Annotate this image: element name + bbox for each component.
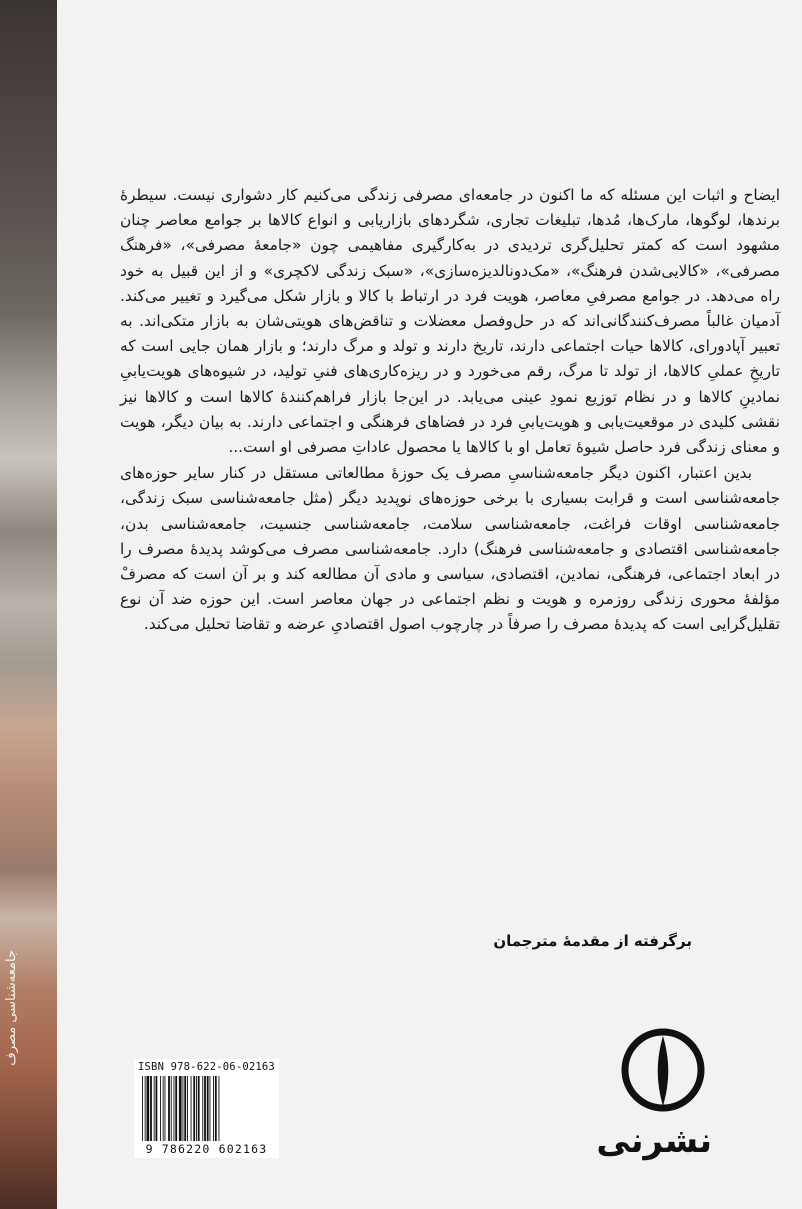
blurb-paragraph-1: ایضاح و اثبات این مسئله که ما اکنون در جامعه‌ای مصرفی زندگی می‌کنیم کار دشواری نیست. سیطرهٔ برندها، لوگوها، مارک‌ها، مُدها، تبلیغات تجاری، شگردهای بازاریابی و انواع کالاها بر جوامع معاصر چنان مشهود است که کمتر تحلیل‌گری تردیدی در به‌کارگیری مفاهیمی چون «جامعهٔ مصرفی»، «فرهنگ مصرفی»، «کالایی‌شدن فرهنگ»، «مک‌دونالدیزه‌سازی»، «سبک زندگی لاکچری» و از این قبیل به خود راه می‌دهد. در جوامع مصرفیِ معاصر، هویت فرد در ارتباط با کالا و بازار شکل می‌گیرد و تغییر می‌کند. آدمیان غالباً مصرف‌کنندگانی‌اند که در حل‌وفصل معضلات و تناقض‌های هویتی‌شان به بازار متکی‌اند. به تعبیر آپادورای، کالاها حیات اجتماعی دارند، تاریخ دارند و تولد و مرگ دارند؛ و بازار همان جایی است که تاریخِ عملیِ کالاها، از تولد تا مرگ، رقم می‌خورد و در ریزه‌کاری‌های فنیِ تولید، در شیوه‌های هویت‌یابیِ نمادینِ کالاها و در نظام توزیع نمودِ عینی می‌یابد. در این‌جا بازار فراهم‌کنندهٔ کالاها است و کالاها نیز نقشی کلیدی در موقعیت‌یابی و هویت‌یابیِ فرد در فضاهای فرهنگی و اجتماعی دارند. به بیان دیگر، هویت و معنای زندگی فرد حاصل شیوهٔ تعامل او با کالاها یا محصول عاداتِ مصرفی او است... xyxy=(120,186,780,457)
isbn-digits: 9 786220 602163 xyxy=(145,1142,268,1156)
barcode-bars xyxy=(140,1076,274,1141)
spine-photo-strip xyxy=(0,0,57,1209)
blurb-paragraph-2: بدین اعتبار، اکنون دیگر جامعه‌شناسیِ مصرف یک حوزهٔ مطالعاتی مستقل در کنار سایر حوزه‌های جامعه‌شناسی است و قرابت بسیاری با برخی حوزه‌های نوپدید دیگر (مثل جامعه‌شناسی سبک زندگی، جامعه‌شناسی اوقات فراغت، جامعه‌شناسی سلامت، جامعه‌شناسی جنسیت، جامعه‌شناسی بدن، جامعه‌شناسی اقتصادی و جامعه‌شناسی فرهنگ) دارد. جامعه‌شناسی مصرف می‌کوشد پدیدهٔ مصرف را در ابعاد اجتماعی، فرهنگی، نمادین، اقتصادی، سیاسی و مادی آن مطالعه کند و بر آن است که مصرفْ مؤلفهٔ محوری زندگی روزمره و هویت و نظم اجتماعی در جهان معاصر است. این حوزه ضد آن نوع تقلیل‌گرایی است که پدیدهٔ مصرف را صرفاً در چارچوب اصول اقتصادیِ عرضه و تقاضا تحلیل می‌کند. xyxy=(120,464,780,634)
spine-title: جامعه‌شناسی مصرف xyxy=(4,950,19,1066)
publisher-name: نشرنی xyxy=(596,1121,712,1161)
isbn-barcode xyxy=(134,1059,279,1158)
isbn-label: ISBN 978-622-06-02163 xyxy=(138,1061,275,1073)
blurb-text xyxy=(120,183,780,638)
source-note: برگرفته از مقدمهٔ مترجمان xyxy=(493,932,692,950)
